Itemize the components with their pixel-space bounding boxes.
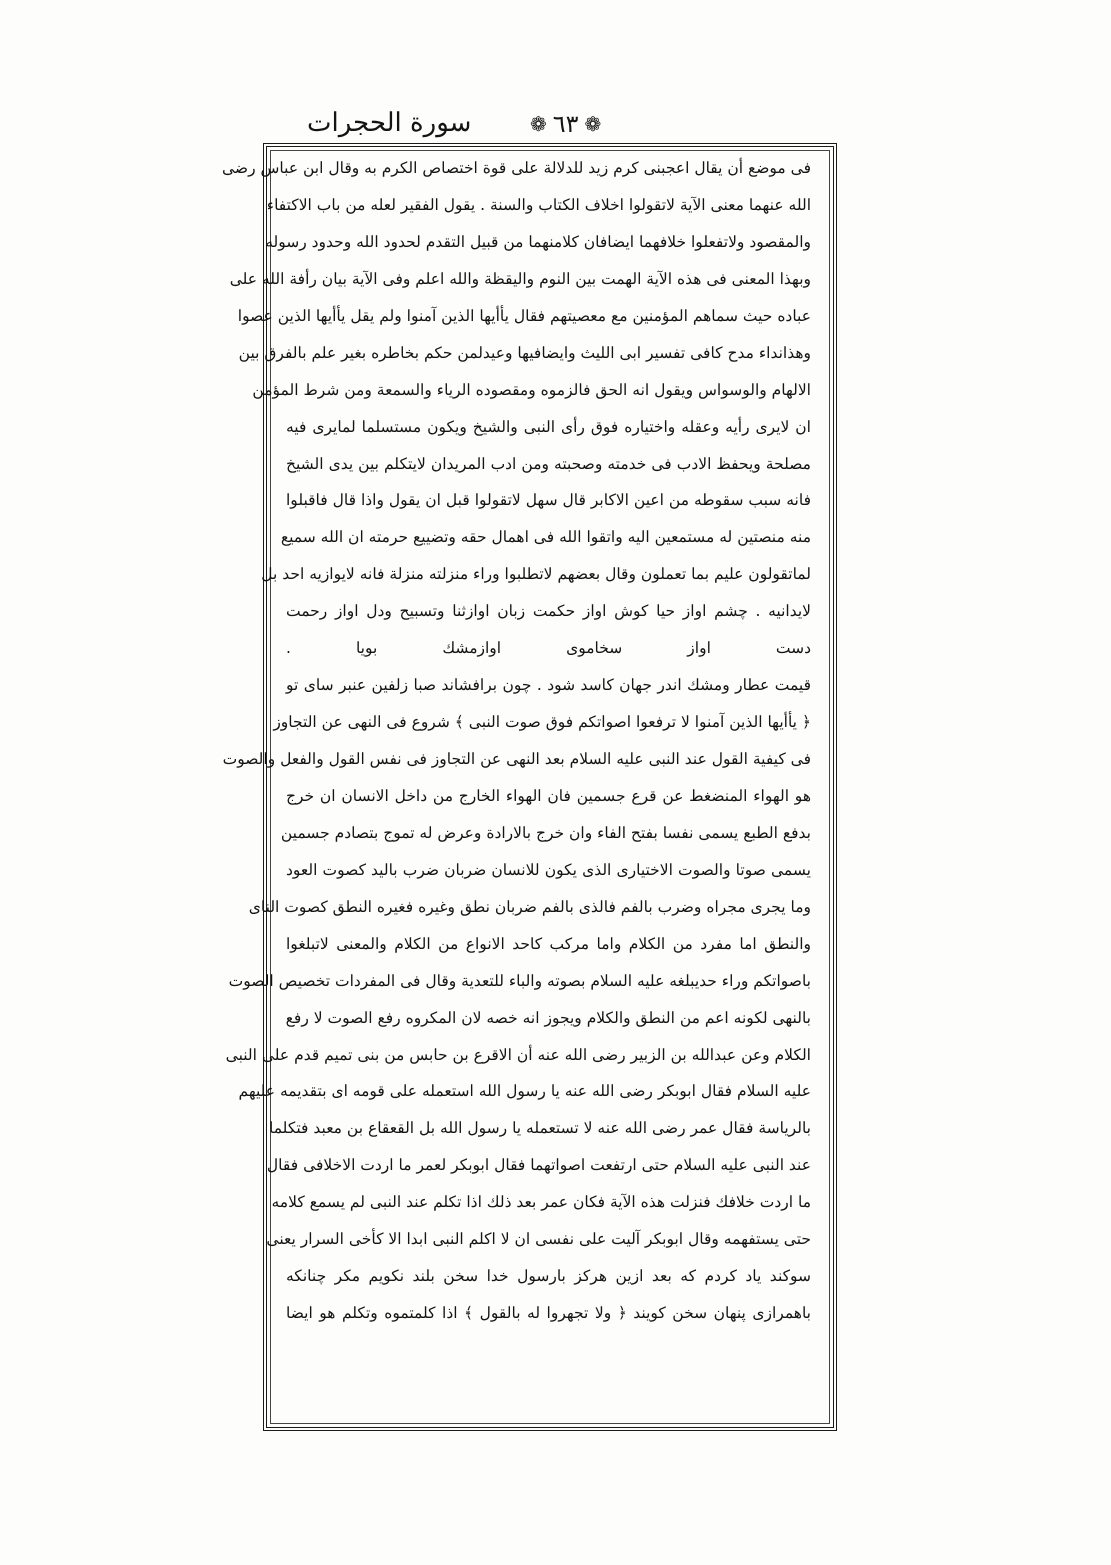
page-number: ٦٣ <box>552 110 579 138</box>
text-line: ان لايرى رأيه وعقله واختياره فوق رأى النبى والشيخ ويكون مستسلما لمايرى فيه <box>286 417 811 436</box>
text-line: عباده حيث سماهم المؤمنين مع معصيتهم فقال يأأيها الذين آمنوا ولم يقل يأأيها الذين عصوا <box>237 306 811 325</box>
text-line: هو الهواء المنضغط عن قرع جسمين فان الهواء الخارج من داخل الانسان ان خرج <box>286 786 811 805</box>
page-number-block <box>530 110 601 138</box>
text-line: باهمرازى پنهان سخن كويند ﴿ ولا تجهروا له بالقول ﴾ اذا كلمتموه وتكلم هو ايضا <box>286 1304 811 1323</box>
text-line: وما يجرى مجراه وضرب بالفم فالذى بالفم ضربان نطق وغيره فغيره النطق كصوت الناى <box>248 897 811 916</box>
text-line: الله عنهما معنى الآية لاتقولوا اخلاف الكتاب والسنة . يقول الفقير لعله من باب الاكتفاء <box>266 195 811 214</box>
ornament-right-icon: ❁ <box>584 112 602 136</box>
text-line: باصواتكم وراء حديبلغه عليه السلام بصوته والباء للتعدية وقال فى المفردات تخصيص الصوت <box>228 971 811 990</box>
text-line: ما اردت خلافك فنزلت هذه الآية فكان عمر بعد ذلك اذا تكلم عند النبى لم يسمع كلامه <box>271 1193 811 1212</box>
text-line: سوكند ياد كردم كه بعد ازين هركز بارسول خدا سخن بلند نكويم مكر چنانكه <box>286 1267 811 1286</box>
text-line: بالنهى لكونه اعم من النطق والكلام ويجوز انه خصه لان المكروه رفع الصوت لا رفع <box>285 1008 811 1027</box>
page-header <box>275 108 845 148</box>
text-line: والمقصود ولاتفعلوا خلافهما ايضافان كلامنهما من قبيل التقدم لحدود الله وحدود رسوله <box>265 232 811 251</box>
text-line: وبهذا المعنى فى هذه الآية الهمت بين النوم واليقظة والله اعلم وفى الآية بيان رأفة الله على <box>229 269 811 288</box>
text-line: ﴿ يأأيها الذين آمنوا لا ترفعوا اصواتكم فوق صوت النبى ﴾ شروع فى النهى عن التجاوز <box>273 713 811 732</box>
text-line: مصلحة ويحفظ الادب فى خدمته وصحبته ومن ادب المريدان لايتكلم بين يدى الشيخ <box>286 454 811 473</box>
text-line: فى كيفية القول عند النبى عليه السلام بعد النهى عن التجاوز فى نفس القول والفعل والصوت <box>222 750 811 768</box>
text-line: عليه السلام فقال ابوبكر رضى الله عنه يا رسول الله استعمله على قومه اى بتقديمه عليهم <box>238 1082 811 1101</box>
text-line: فانه سبب سقوطه من اعين الاكابر قال سهل لاتقولوا قبل ان يقول واذا قال فاقبلوا <box>286 491 811 510</box>
text-line: بدفع الطبع يسمى نفسا بفتح الفاء وان خرج بالارادة وعرض له تموج بتصادم جسمين <box>280 823 811 842</box>
text-line: لماتقولون عليم بما تعملون وقال بعضهم لاتطلبوا وراء منزلته منزلة فانه لايوازيه احد بل <box>261 565 811 584</box>
text-line: حتى يستفهمه وقال ابوبكر آليت على نفسى ان لا اكلم النبى ابدا الا كأخى السرار يعنى <box>266 1230 811 1249</box>
text-line: الالهام والوسواس ويقول انه الحق فالزموه ومقصوده الرياء والسمعة ومن شرط المؤمن <box>252 380 811 399</box>
text-line: قيمت عطار ومشك اندر جهان كاسد شود . چون برافشاند صبا زلفين عنبر ساى تو <box>286 676 811 695</box>
text-line: لايدانيه . چشم اواز حيا كوش اواز حكمت زبان اوازثنا وتسبيح ودل اواز رحمت <box>286 602 811 621</box>
text-line: والنطق اما مفرد من الكلام واما مركب كاحد الانواع من الكلام والمعنى لاتبلغوا <box>286 934 811 953</box>
text-line: بالرياسة فقال عمر رضى الله عنه لا تستعمله يا رسول الله بل القعقاع بن معبد فتكلما <box>269 1119 811 1138</box>
text-line: عند النبى عليه السلام حتى ارتفعت اصواتهما فقال ابوبكر لعمر ما اردت الاخلافى فقال <box>266 1156 811 1175</box>
ornament-left-icon: ❁ <box>530 112 547 136</box>
text-line: يسمى صوتا والصوت الاختيارى الذى يكون للانسان ضربان ضرب باليد كصوت العود <box>286 860 811 879</box>
text-body <box>222 150 811 1332</box>
text-line: منه منصتين له مستمعين اليه واتقوا الله فى اهمال حقه وتضييع حرمته ان الله سميع <box>280 528 811 547</box>
surah-title: سورة الحجرات <box>307 108 472 138</box>
text-line: وهذانداء مدح كافى تفسير ابى الليث وايضافيها وعيدلمن حكم بخاطره بغير علم بالفرق بين <box>238 343 811 362</box>
text-line: الكلام وعن عبدالله بن الزبير رضى الله عنه أن الاقرع بن حابس من بنى تميم قدم على النبى <box>225 1045 811 1064</box>
text-line: فى موضع أن يقال اعجبنى كرم زيد للدلالة على قوة اختصاص الكرم به وقال ابن عباس رضى <box>222 159 811 177</box>
text-line: دست اواز سخاموى اوازمشك بويا . <box>286 639 811 658</box>
